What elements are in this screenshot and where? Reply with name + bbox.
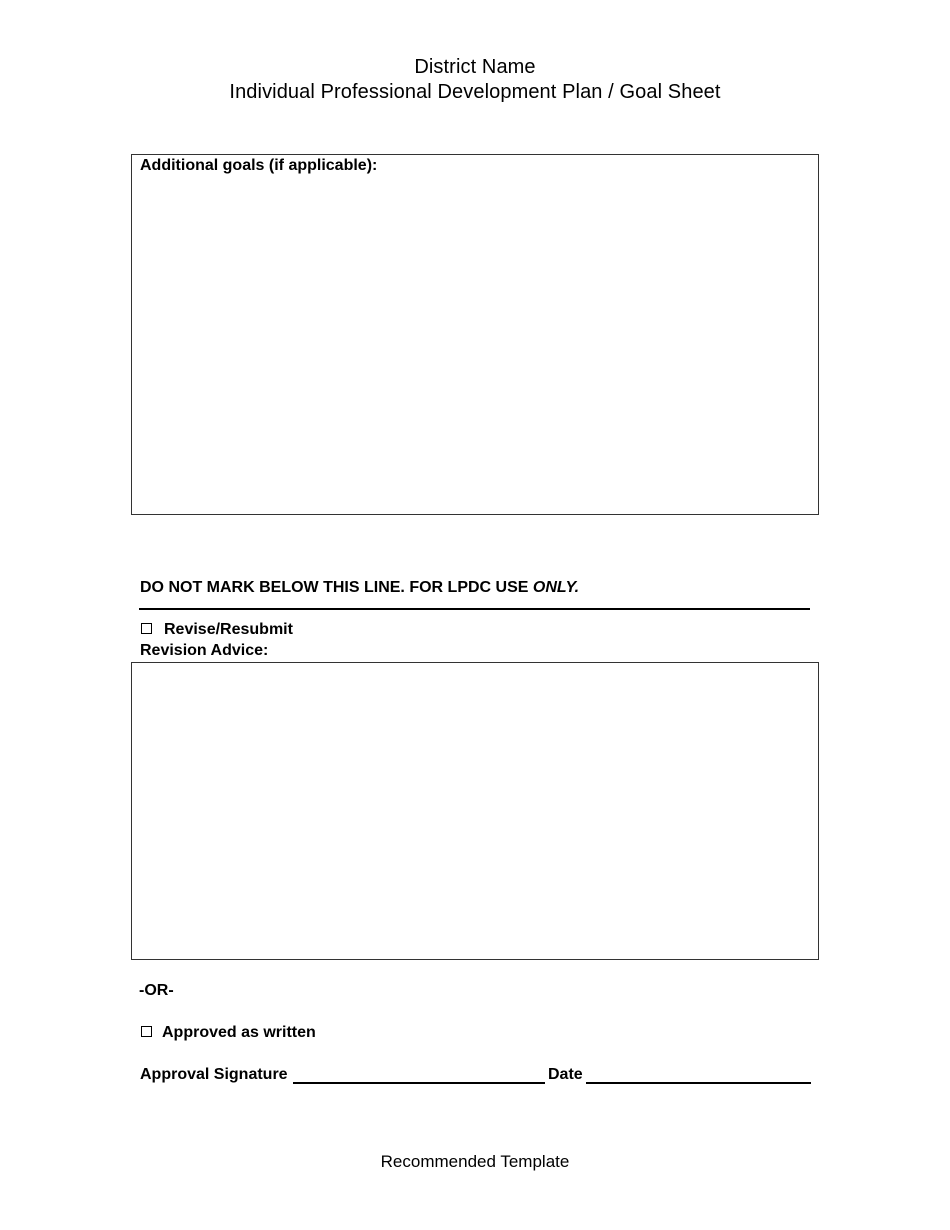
approved-checkbox[interactable] — [141, 1026, 152, 1037]
approval-signature-line[interactable] — [293, 1082, 545, 1084]
lpdc-divider-line — [139, 608, 810, 610]
lpdc-notice — [140, 578, 579, 598]
approved-option[interactable] — [141, 1023, 316, 1043]
revise-resubmit-checkbox[interactable] — [141, 623, 152, 634]
additional-goals-field[interactable] — [131, 154, 819, 515]
lpdc-notice-text: DO NOT MARK BELOW THIS LINE. FOR LPDC USE — [140, 579, 533, 596]
approved-label: Approved as written — [162, 1024, 316, 1041]
approval-signature-label: Approval Signature — [140, 1066, 288, 1083]
district-name: District Name — [414, 56, 536, 78]
page-title: Individual Professional Development Plan / Goal Sheet — [229, 81, 721, 103]
revision-advice-label: Revision Advice: — [140, 642, 269, 659]
revise-resubmit-option[interactable] — [141, 620, 293, 640]
revision-advice-field[interactable] — [131, 662, 819, 960]
date-label: Date — [548, 1066, 583, 1083]
footer-text: Recommended Template — [380, 1152, 570, 1171]
additional-goals-label: Additional goals (if applicable): — [140, 157, 378, 174]
or-separator: -OR- — [139, 982, 174, 999]
revise-resubmit-label: Revise/Resubmit — [164, 621, 293, 638]
signature-row — [140, 1065, 812, 1087]
date-line[interactable] — [586, 1082, 811, 1084]
lpdc-notice-emphasis: ONLY. — [532, 579, 580, 596]
